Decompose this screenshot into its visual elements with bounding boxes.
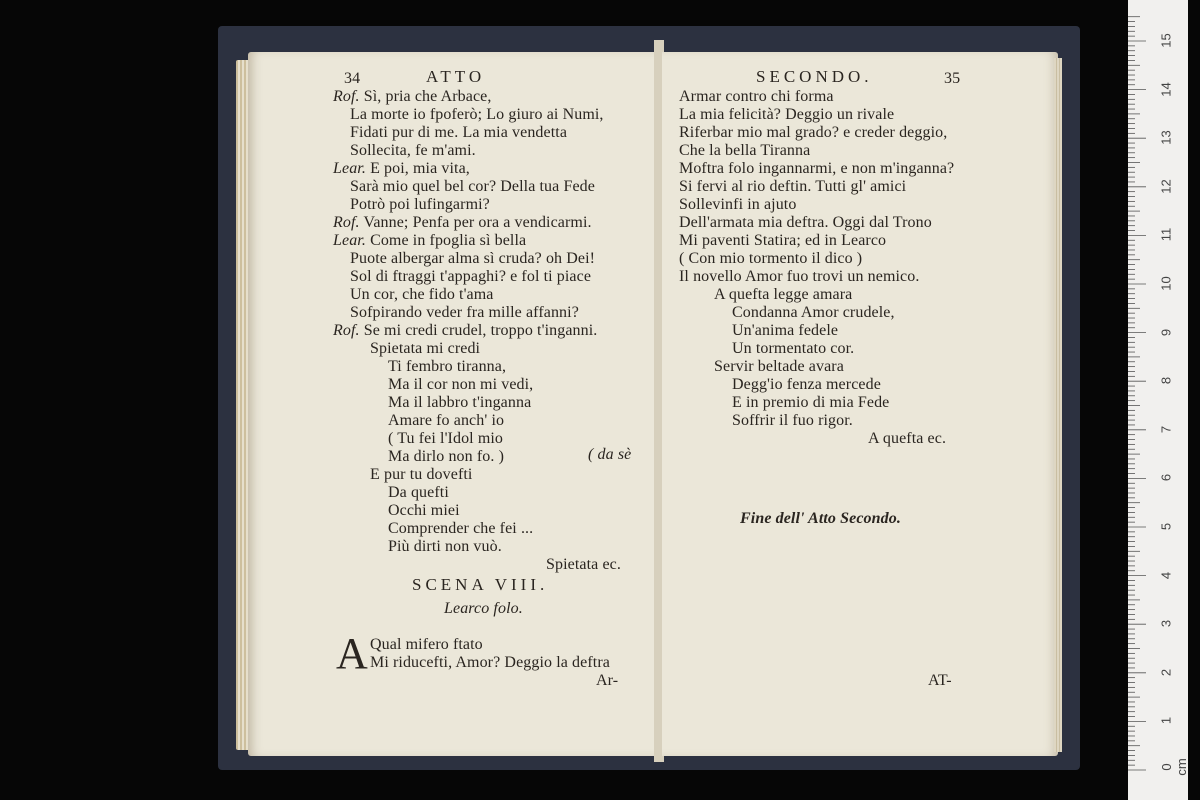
text-line: Riferbar mio mal grado? e creder deggio,: [679, 124, 948, 141]
text-line: Più dirti non vuò.: [388, 538, 502, 555]
text-line: Puote albergar alma sì cruda? oh Dei!: [350, 250, 596, 267]
text-line: Moftra folo ingannarmi, e non m'inganna?: [679, 160, 955, 177]
text-line: E pur tu dovefti: [370, 466, 473, 483]
text-line: E in premio di mia Fede: [732, 394, 890, 411]
ruler-unit-label: 0 cm: [1159, 758, 1189, 776]
text-line: A quefta ec.: [868, 430, 947, 447]
text-line: Ma il labbro t'inganna: [388, 394, 532, 411]
ruler-number: 15: [1158, 33, 1174, 48]
text-line: Sofpirando veder fra mille affanni?: [350, 304, 579, 321]
text-line: La morte io fpoferò; Lo giuro ai Numi,: [350, 106, 604, 123]
text-line: Servir beltade avara: [714, 358, 844, 375]
text-line: ( Tu fei l'Idol mio: [388, 430, 504, 447]
ruler-number: 13: [1158, 130, 1174, 145]
text-line: Ti fembro tiranna,: [388, 358, 507, 375]
text-line: Soffrir il fuo rigor.: [732, 412, 853, 429]
text-line: Comprender che fei ...: [388, 520, 534, 537]
text-line: Spietata mi credi: [370, 340, 481, 357]
stage-direction: ( da sè: [588, 446, 632, 463]
text-line: Un cor, che fido t'ama: [350, 286, 494, 303]
measuring-ruler: [1128, 0, 1188, 800]
text-line: Mi riducefti, Amor? Deggio la deftra: [370, 654, 610, 671]
text-line: Dell'armata mia deftra. Oggi dal Trono: [679, 214, 932, 231]
text-line: Potrò poi lufingarmi?: [350, 196, 490, 213]
ruler-number: 6: [1158, 474, 1174, 482]
line-text: Se mi credi crudel, troppo t'inganni.: [363, 322, 598, 339]
text-line: Sollevinfi in ajuto: [679, 196, 797, 213]
text-line: Sarà mio quel bel cor? Della tua Fede: [350, 178, 595, 195]
text-line: A quefta legge amara: [714, 286, 853, 303]
text-line: Sollecita, fe m'ami.: [350, 142, 476, 159]
catchword: AT-: [928, 672, 952, 689]
line-text: Vanne; Penfa per ora a vendicarmi.: [363, 214, 592, 231]
text-line: Mi paventi Statira; ed in Learco: [679, 232, 887, 249]
catchword: Ar-: [596, 672, 619, 689]
scene-heading: SCENA VIII.: [412, 575, 549, 594]
text-line: Condanna Amor crudele,: [732, 304, 895, 321]
page-edges-right: [1054, 58, 1062, 752]
text-line: Sol di ftraggi t'appaghi? e fol ti piace: [350, 268, 592, 285]
text-line: [333, 88, 491, 106]
ruler-number: 5: [1158, 522, 1174, 531]
speaker: Rof.: [333, 88, 360, 105]
ruler-number: 14: [1158, 81, 1174, 97]
speaker: Rof.: [333, 322, 360, 339]
scene-subheading: Learco folo.: [444, 600, 523, 617]
text-line: Si fervi al rio deftin. Tutti gl' amici: [679, 178, 907, 195]
text-line: Amare fo anch' io: [388, 412, 505, 429]
text-line: Qual mifero ftato: [370, 636, 483, 653]
speaker: Rof.: [333, 214, 360, 231]
text-line: Il novello Amor fuo trovi un nemico.: [679, 268, 920, 285]
ruler-number: 3: [1158, 620, 1174, 628]
text-line: [333, 232, 526, 250]
line-text: E poi, mia vita,: [370, 160, 470, 177]
ruler-number: 10: [1158, 276, 1174, 291]
end-note: Fine dell' Atto Secondo.: [740, 510, 901, 527]
ruler-number: 7: [1158, 425, 1174, 433]
text-line: Spietata ec.: [546, 556, 621, 573]
ruler-number: 9: [1158, 328, 1174, 336]
text-line: Degg'io fenza mercede: [732, 376, 881, 393]
text-line: La mia felicità? Deggio un rivale: [679, 106, 895, 123]
text-line: Un'anima fedele: [732, 322, 839, 339]
text-line: [333, 322, 597, 340]
ruler-number: 8: [1158, 377, 1174, 385]
ruler-number: 11: [1158, 228, 1174, 242]
right-page-number: 35: [944, 70, 961, 87]
line-text: Sì, pria che Arbace,: [363, 88, 492, 105]
text-line: Occhi miei: [388, 502, 460, 519]
text-line: Ma il cor non mi vedi,: [388, 376, 534, 393]
ruler-number: 2: [1158, 668, 1174, 676]
ruler-number: 1: [1158, 717, 1174, 725]
left-running-head: ATTO: [426, 67, 486, 86]
text-line: [333, 214, 592, 232]
left-page-number: 34: [344, 70, 361, 87]
ruler-number: 12: [1158, 179, 1174, 194]
text-line: Ma dirlo non fo. ): [388, 448, 505, 465]
text-line: [333, 160, 470, 178]
text-line: Che la bella Tiranna: [679, 142, 811, 159]
speaker: Lear.: [333, 232, 366, 249]
text-line: ( Con mio tormento il dico ): [679, 250, 863, 267]
text-line: Da quefti: [388, 484, 449, 501]
line-text: Come in fpoglia sì bella: [370, 232, 527, 249]
text-line: Fidati pur di me. La mia vendetta: [350, 124, 568, 141]
drop-cap: A: [336, 629, 368, 678]
right-running-head: SECONDO.: [756, 67, 873, 86]
text-line: Armar contro chi forma: [679, 88, 834, 105]
ruler-number: 4: [1158, 571, 1174, 579]
speaker: Lear.: [333, 160, 366, 177]
text-line: Un tormentato cor.: [732, 340, 855, 357]
